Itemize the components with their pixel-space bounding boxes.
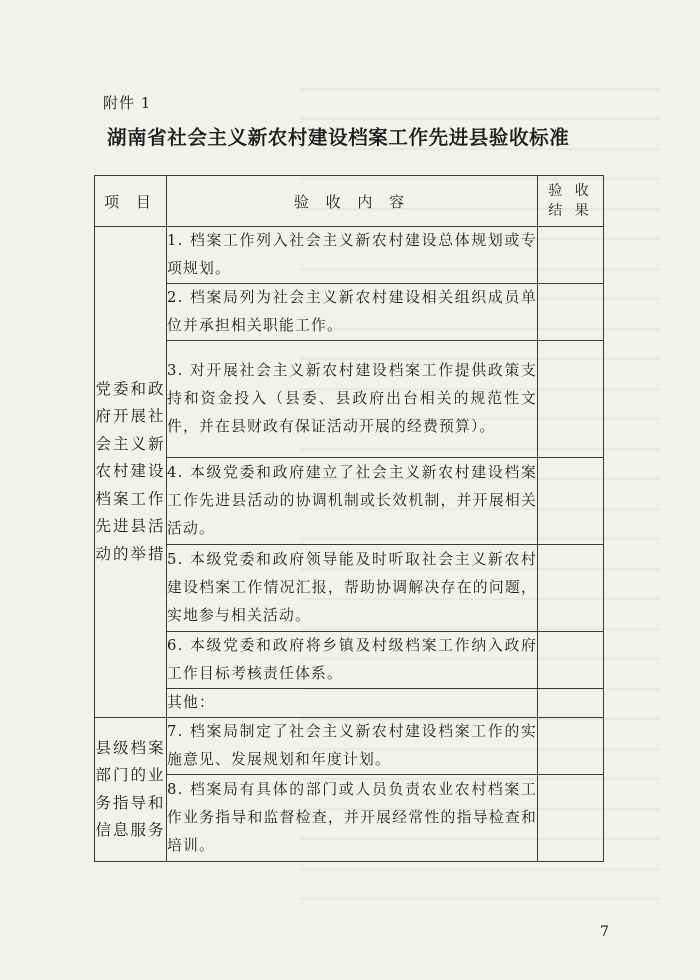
acceptance-criteria-table	[94, 175, 604, 862]
header-result: 验 收 结 果	[538, 176, 604, 227]
result-cell	[538, 227, 604, 284]
attachment-label: 附件 1	[103, 94, 152, 112]
category-cell: 县级档案部门的业务指导和信息服务	[95, 718, 167, 862]
header-content: 验 收 内 容	[167, 176, 538, 227]
document-title: 湖南省社会主义新农村建设档案工作先进县验收标准	[107, 126, 570, 149]
criteria-item: 7. 档案局制定了社会主义新农村建设档案工作的实施意见、发展规划和年度计划。	[167, 718, 538, 775]
table-row	[95, 284, 604, 341]
criteria-item: 6. 本级党委和政府将乡镇及村级档案工作纳入政府工作目标考核责任体系。	[167, 632, 538, 689]
table-row	[95, 718, 604, 775]
page-number: 7	[600, 924, 609, 940]
table-row	[95, 689, 604, 718]
criteria-item: 2. 档案局列为社会主义新农村建设相关组织成员单位并承担相关职能工作。	[167, 284, 538, 341]
result-cell	[538, 689, 604, 718]
criteria-item: 1. 档案工作列入社会主义新农村建设总体规划或专项规划。	[167, 227, 538, 284]
table-row	[95, 227, 604, 284]
result-cell	[538, 341, 604, 458]
table-row	[95, 545, 604, 632]
result-cell	[538, 775, 604, 862]
table-header-row	[95, 176, 604, 227]
criteria-item: 4. 本级党委和政府建立了社会主义新农村建设档案工作先进县活动的协调机制或长效机制，并开展相关活动。	[167, 458, 538, 545]
criteria-item: 3. 对开展社会主义新农村建设档案工作提供政策支持和资金投入（县委、县政府出台相关的规范性文件，并在县财政有保证活动开展的经费预算）。	[167, 341, 538, 458]
table-row	[95, 341, 604, 458]
result-cell	[538, 458, 604, 545]
criteria-item: 8. 档案局有具体的部门或人员负责农业农村档案工作业务指导和监督检查，并开展经常性的指导检查和培训。	[167, 775, 538, 862]
result-cell	[538, 718, 604, 775]
category-cell: 党委和政府开展社会主义新农村建设档案工作先进县活动的举措	[95, 227, 167, 718]
criteria-item-other: 其他：	[167, 689, 538, 718]
result-cell	[538, 284, 604, 341]
result-cell	[538, 545, 604, 632]
table-row	[95, 458, 604, 545]
table-row	[95, 775, 604, 862]
result-cell	[538, 632, 604, 689]
header-item: 项 目	[95, 176, 167, 227]
table-row	[95, 632, 604, 689]
criteria-item: 5. 本级党委和政府领导能及时听取社会主义新农村建设档案工作情况汇报，帮助协调解决存在的问题，实地参与相关活动。	[167, 545, 538, 632]
